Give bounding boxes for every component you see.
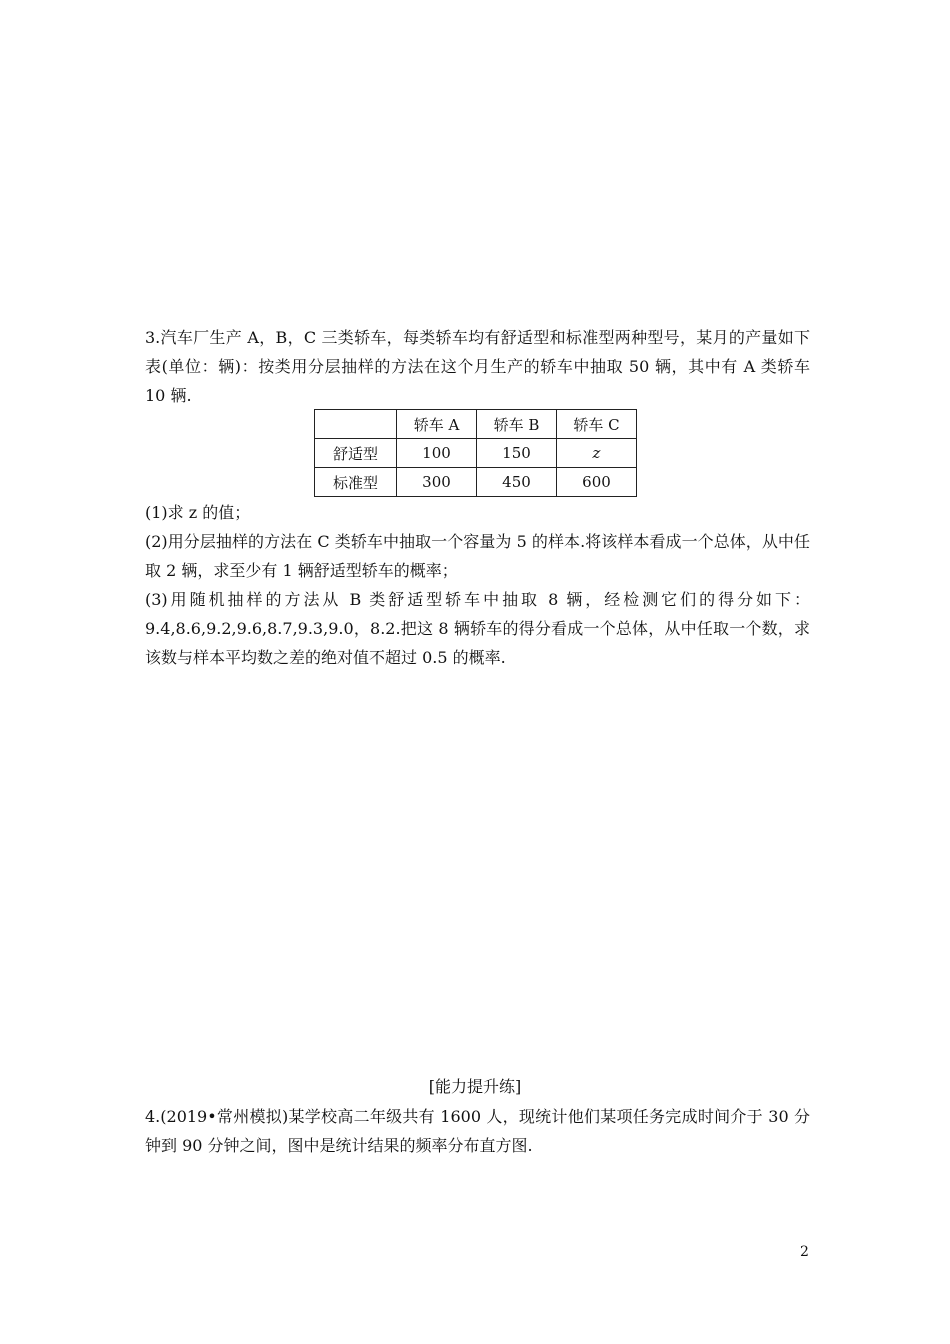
- table-cell: 100: [397, 439, 477, 468]
- table-header-cell: 轿车 C: [557, 410, 637, 439]
- question-4: [145, 1102, 810, 1160]
- table-cell: 舒适型: [315, 439, 397, 468]
- table-cell: 450: [477, 468, 557, 497]
- table-row: [315, 439, 637, 468]
- question-3-subparts: [145, 498, 810, 672]
- subquestion-3: (3)用随机抽样的方法从 B 类舒适型轿车中抽取 8 辆，经检测它们的得分如下：9.4,8.6,9.2,9.6,8.7,9.3,9.0，8.2.把这 8 辆轿车的得分看成一个总体，从中任取一个数，求该数与样本平均数之差的绝对值不超过 0.5 的概率.: [145, 590, 810, 667]
- question-3-intro: [145, 323, 810, 410]
- table-cell: 300: [397, 468, 477, 497]
- question-4-text: 4.(2019•常州模拟)某学校高二年级共有 1600 人，现统计他们某项任务完成时间介于 30 分钟到 90 分钟之间，图中是统计结果的频率分布直方图.: [145, 1107, 810, 1155]
- table-cell: 标准型: [315, 468, 397, 497]
- section-title: [能力提升练]: [428, 1077, 522, 1096]
- question-3-text: 3.汽车厂生产 A，B，C 三类轿车，每类轿车均有舒适型和标准型两种型号，某月的产量如下表(单位：辆)：按类用分层抽样的方法在这个月生产的轿车中抽取 50 辆，其中有 A 类轿车 10 辆.: [145, 328, 810, 405]
- table-cell: 150: [477, 439, 557, 468]
- subquestion-1: (1)求 z 的值；: [145, 503, 251, 522]
- table-header-cell: 轿车 B: [477, 410, 557, 439]
- production-table: [314, 409, 637, 497]
- table-cell: z: [557, 439, 637, 468]
- table-header-cell: 轿车 A: [397, 410, 477, 439]
- table-header-cell: [315, 410, 397, 439]
- page-number: 2: [800, 1244, 809, 1260]
- table-cell: 600: [557, 468, 637, 497]
- table-row: [315, 468, 637, 497]
- table-header-row: [315, 410, 637, 439]
- subquestion-2: (2)用分层抽样的方法在 C 类轿车中抽取一个容量为 5 的样本.将该样本看成一个总体，从中任取 2 辆，求至少有 1 辆舒适型轿车的概率；: [145, 532, 810, 580]
